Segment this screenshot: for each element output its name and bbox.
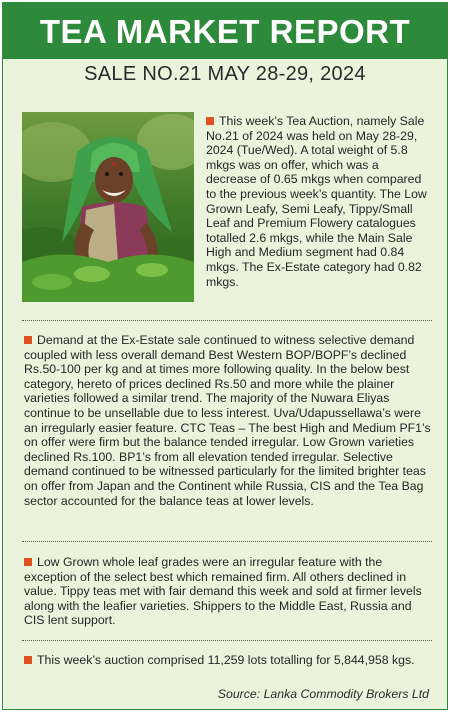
report-panel [2,2,448,710]
dotted-divider [22,320,432,321]
source-credit: Source: Lanka Commodity Brokers Ltd [217,687,429,701]
bullet-icon [24,558,32,566]
tea-plucker-photo [22,112,194,302]
header-banner [3,3,447,59]
bullet-icon [24,336,32,344]
dotted-divider [22,640,432,641]
paragraph-text: This week’s Tea Auction, namely Sale No.21 of 2024 was held on May 28-29, 2024 (Tue/Wed). A total weight of 5.8 mkgs was on offer, which was a decrease of 0.65 mkgs when compared to the previous week’s quantity. The Low Grown Leafy, Semi Leafy, Tippy/Small Leaf and Premium Flowery catalogues totalled 2.6 mkgs, while the Main Sale High and Medium segment had 0.84 mkgs. The Ex-Estate category had 0.82 mkgs. [206,114,427,289]
tea-plucker-illustration [22,112,194,302]
paragraph-lots-total [24,653,436,668]
bullet-icon [206,117,214,125]
paragraph-ex-estate-demand [24,333,434,508]
paragraph-auction-summary [206,114,430,289]
report-title: TEA MARKET REPORT [39,12,411,50]
paragraph-text: Low Grown whole leaf grades were an irregular feature with the exception of the select best which remained firm. All others declined in value. Tippy teas met with fair demand this week and sold at firmer levels along with the leafier varieties. Shippers to the Middle East, Russia and CIS lent support. [24,555,422,628]
bullet-icon [24,656,32,664]
paragraph-text: This week’s auction comprised 11,259 lots totalling for 5,844,958 kgs. [37,653,415,667]
dotted-divider [22,541,432,542]
paragraph-low-grown [24,555,434,628]
paragraph-text: Demand at the Ex-Estate sale continued to witness selective demand coupled with less overall demand Best Western BOP/BOPF’s declined Rs.50-100 per kg and at times more following quality. In the below best category, hereto of prices declined Rs.50 and more while the plainer varieties followed a similar trend. The majority of the Nuwara Eliyas continue to be unsellable due to less interest. Uva/Udapussellawa’s were an irregularly easier feature. CTC Teas – The best High and Medium PF1’s on offer were firm but the balance tended irregular. Low Grown varieties declined Rs.100. BP1’s from all elevation tended irregular. Selective demand continued to be witnessed particularly for the limited brighter teas on offer from Japan and the Continent while Russia, CIS and the Tea Bag sector accounted for the balance teas at lower levels. [24,333,431,508]
sale-subtitle: SALE NO.21 MAY 28-29, 2024 [84,63,366,85]
